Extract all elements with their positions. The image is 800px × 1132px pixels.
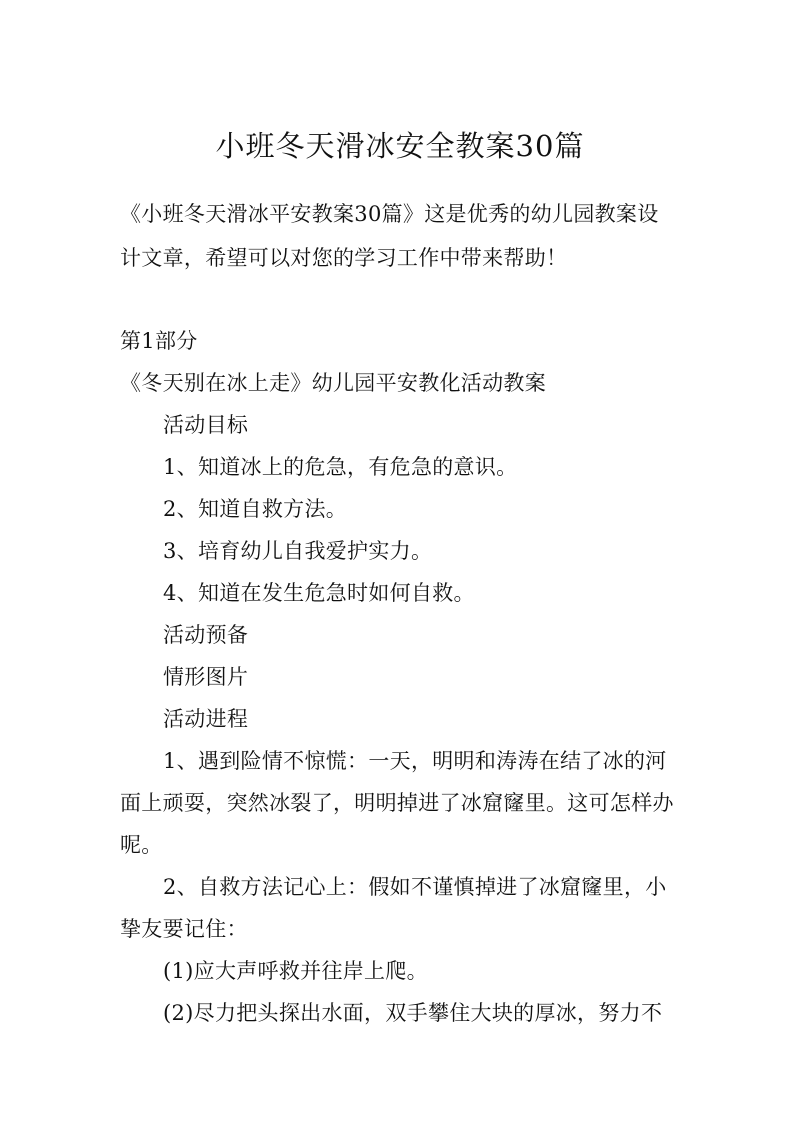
prep-heading: 活动预备 <box>163 623 249 647</box>
process-heading: 活动进程 <box>163 707 249 731</box>
lesson-title: 《冬天别在冰上走》幼儿园平安教化活动教案 <box>120 371 546 395</box>
section-label: 第1部分 <box>120 329 198 353</box>
step1-line-3: 呢。 <box>120 833 163 857</box>
step1-line-2: 面上顽耍，突然冰裂了，明明掉进了冰窟窿里。这可怎样办 <box>120 791 674 815</box>
prep-item: 情形图片 <box>163 665 249 689</box>
goal-item-3: 3、培育幼儿自我爱护实力。 <box>163 539 433 563</box>
step2-line-1: 2、自救方法记心上：假如不谨慎掉进了冰窟窿里，小 <box>163 875 667 899</box>
goals-heading: 活动目标 <box>163 413 249 437</box>
goal-item-2: 2、知道自救方法。 <box>163 497 348 521</box>
step2-line-2: 挚友要记住： <box>120 917 248 941</box>
intro-line-2: 计文章，希望可以对您的学习工作中带来帮助！ <box>120 246 568 270</box>
document-title: 小班冬天滑冰安全教案30篇 <box>215 129 585 163</box>
goal-item-4: 4、知道在发生危急时如何自救。 <box>163 581 475 605</box>
goal-item-1: 1、知道冰上的危急，有危急的意识。 <box>163 455 518 479</box>
intro-line-1: 《小班冬天滑冰平安教案30篇》这是优秀的幼儿园教案设 <box>120 202 659 226</box>
step1-line-1: 1、遇到险情不惊慌：一天，明明和涛涛在结了冰的河 <box>163 749 667 773</box>
sub-item-2: (2)尽力把头探出水面，双手攀住大块的厚冰，努力不 <box>163 1001 663 1025</box>
sub-item-1: (1)应大声呼救并往岸上爬。 <box>163 959 428 983</box>
